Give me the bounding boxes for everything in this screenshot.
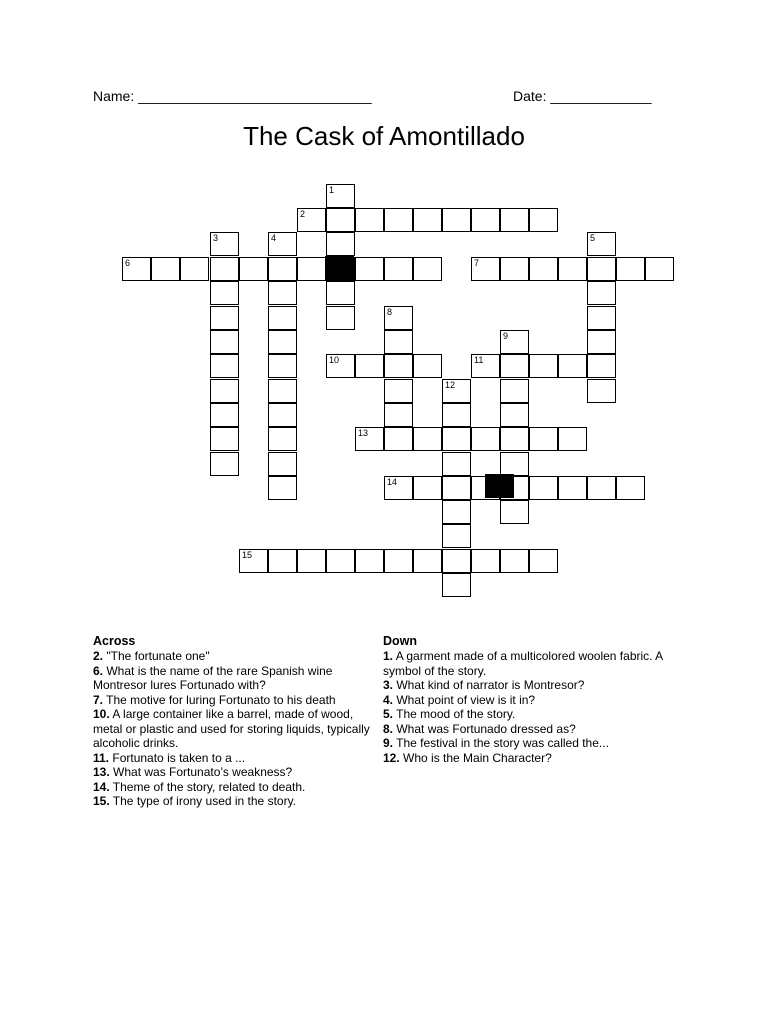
grid-cell[interactable] [471, 354, 500, 378]
clue-num: 15. [93, 794, 110, 808]
grid-cell[interactable] [587, 330, 616, 354]
clue-text: The type of irony used in the story. [109, 794, 297, 808]
clue-text: A large container like a barrel, made of wood, metal or plastic and used for storing liquids, typically alcoholic drinks. [93, 707, 370, 750]
clue-num: 2. [93, 649, 104, 663]
grid-cell[interactable] [210, 427, 239, 451]
clue-text: "The fortunate one" [103, 649, 210, 663]
grid-cell[interactable] [210, 379, 239, 403]
clue-number: 13 [358, 428, 369, 438]
grid-cell[interactable] [471, 208, 500, 232]
grid-cell[interactable] [587, 257, 616, 281]
black-square [325, 256, 354, 280]
down-clue [383, 707, 683, 722]
grid-cell[interactable] [268, 476, 297, 500]
clue-text: Theme of the story, related to death. [109, 779, 306, 794]
grid-cell[interactable] [210, 232, 239, 256]
grid-cell[interactable] [384, 379, 413, 403]
across-heading: Across [93, 634, 136, 648]
grid-cell[interactable] [500, 208, 529, 232]
grid-cell[interactable] [326, 232, 355, 256]
clue-number: 3 [213, 233, 219, 243]
grid-cell[interactable] [442, 379, 471, 403]
grid-cell[interactable] [558, 354, 587, 378]
clue-number: 15 [242, 550, 253, 560]
across-clue-list [93, 649, 381, 809]
clue-text: What point of view is it in? [393, 692, 536, 707]
across-clue [93, 751, 381, 766]
grid-cell[interactable] [355, 208, 384, 232]
clue-number: 10 [329, 355, 340, 365]
across-clue [93, 664, 381, 693]
grid-cell[interactable] [529, 549, 558, 573]
grid-cell[interactable] [558, 257, 587, 281]
name-line: Name: ______________________________ [93, 88, 372, 104]
grid-cell[interactable] [210, 306, 239, 330]
clue-text: What is the name of the rare Spanish wine Montresor lures Fortunado with? [93, 663, 333, 692]
clue-number: 11 [474, 355, 484, 365]
black-square [485, 474, 514, 498]
clue-number: 6 [125, 258, 131, 268]
clue-number: 5 [590, 233, 596, 243]
clue-num: 6. [93, 663, 104, 678]
grid-cell[interactable] [442, 403, 471, 427]
clue-text: The motive for luring Fortunato to his death [103, 692, 336, 707]
grid-cell[interactable] [210, 354, 239, 378]
clue-num: 5. [383, 707, 394, 721]
grid-cell[interactable] [500, 403, 529, 427]
across-clue [93, 649, 381, 664]
grid-cell[interactable] [384, 403, 413, 427]
across-clue [93, 780, 381, 795]
grid-cell[interactable] [355, 427, 384, 451]
clue-num: 1. [383, 649, 394, 663]
grid-cell[interactable] [558, 476, 587, 500]
grid-cell[interactable] [442, 452, 471, 476]
grid-cell[interactable] [529, 354, 558, 378]
down-clue [383, 678, 683, 693]
clue-num: 11. [93, 750, 110, 765]
grid-cell[interactable] [326, 184, 355, 208]
down-heading: Down [383, 634, 418, 648]
clue-number: 8 [387, 307, 393, 317]
clue-number: 12 [445, 380, 456, 390]
down-clue [383, 736, 683, 751]
grid-cell[interactable] [326, 354, 355, 378]
grid-cell[interactable] [268, 232, 297, 256]
clue-num: 9. [383, 736, 394, 750]
clue-num: 10. [93, 707, 110, 721]
grid-cell[interactable] [268, 257, 297, 281]
grid-cell[interactable] [587, 379, 616, 403]
grid-cell[interactable] [355, 354, 384, 378]
grid-cell[interactable] [210, 257, 239, 281]
down-clue [383, 722, 683, 737]
grid-cell[interactable] [268, 354, 297, 378]
across-clue [93, 707, 381, 751]
grid-cell[interactable] [210, 330, 239, 354]
grid-cell[interactable] [442, 427, 471, 451]
grid-cell[interactable] [413, 427, 442, 451]
clue-number: 7 [474, 258, 480, 268]
grid-cell[interactable] [297, 549, 326, 573]
grid-cell[interactable] [413, 208, 442, 232]
down-clue [383, 751, 683, 766]
grid-cell[interactable] [268, 403, 297, 427]
grid-cell[interactable] [587, 354, 616, 378]
across-clues [93, 634, 381, 809]
grid-cell[interactable] [326, 549, 355, 573]
grid-cell[interactable] [587, 306, 616, 330]
grid-cell[interactable] [151, 257, 180, 281]
grid-cell[interactable] [413, 476, 442, 500]
grid-cell[interactable] [384, 208, 413, 232]
grid-cell[interactable] [268, 549, 297, 573]
clue-number: 9 [503, 331, 509, 341]
clue-num: 3. [383, 678, 394, 692]
grid-cell[interactable] [239, 257, 268, 281]
down-clue [383, 693, 683, 708]
clue-num: 7. [93, 692, 104, 707]
grid-cell[interactable] [529, 427, 558, 451]
grid-cell[interactable] [413, 354, 442, 378]
grid-cell[interactable] [500, 354, 529, 378]
grid-cell[interactable] [268, 427, 297, 451]
grid-cell[interactable] [384, 427, 413, 451]
clue-num: 14. [93, 779, 110, 794]
down-clue [383, 649, 683, 678]
grid-cell[interactable] [239, 549, 268, 573]
grid-cell[interactable] [268, 330, 297, 354]
grid-cell[interactable] [384, 306, 413, 330]
clue-text: Fortunato is taken to a ... [109, 750, 246, 765]
grid-cell[interactable] [268, 452, 297, 476]
grid-cell[interactable] [326, 208, 355, 232]
clue-number: 2 [300, 209, 306, 219]
grid-cell[interactable] [210, 452, 239, 476]
grid-cell[interactable] [326, 281, 355, 305]
across-clue [93, 794, 381, 809]
grid-cell[interactable] [268, 306, 297, 330]
grid-cell[interactable] [442, 524, 471, 548]
date-line: Date: _____________ [513, 88, 652, 104]
grid-cell[interactable] [500, 330, 529, 354]
grid-cell[interactable] [500, 427, 529, 451]
across-clue [93, 765, 381, 780]
grid-cell[interactable] [268, 379, 297, 403]
across-clue [93, 693, 381, 708]
grid-cell[interactable] [384, 330, 413, 354]
grid-cell[interactable] [442, 549, 471, 573]
grid-cell[interactable] [384, 354, 413, 378]
page-title: The Cask of Amontillado [243, 121, 525, 152]
grid-cell[interactable] [529, 208, 558, 232]
grid-cell[interactable] [558, 427, 587, 451]
grid-cell[interactable] [413, 257, 442, 281]
grid-cell[interactable] [442, 573, 471, 597]
grid-cell[interactable] [442, 208, 471, 232]
grid-cell[interactable] [180, 257, 209, 281]
grid-cell[interactable] [471, 427, 500, 451]
clue-number: 14 [387, 477, 398, 487]
grid-cell[interactable] [355, 257, 384, 281]
grid-cell[interactable] [616, 476, 645, 500]
grid-cell[interactable] [122, 257, 151, 281]
grid-cell[interactable] [210, 403, 239, 427]
grid-cell[interactable] [500, 452, 529, 476]
grid-cell[interactable] [500, 257, 529, 281]
grid-cell[interactable] [297, 257, 326, 281]
grid-cell[interactable] [297, 208, 326, 232]
grid-cell[interactable] [355, 549, 384, 573]
grid-cell[interactable] [471, 549, 500, 573]
grid-cell[interactable] [500, 379, 529, 403]
grid-cell[interactable] [529, 257, 558, 281]
clue-num: 4. [383, 692, 394, 707]
clue-text: The mood of the story. [393, 707, 516, 721]
grid-cell[interactable] [384, 257, 413, 281]
clue-text: Who is the Main Character? [399, 750, 552, 765]
grid-cell[interactable] [500, 500, 529, 524]
grid-cell[interactable] [442, 476, 471, 500]
grid-cell[interactable] [500, 549, 529, 573]
grid-cell[interactable] [587, 232, 616, 256]
grid-cell[interactable] [268, 281, 297, 305]
clue-num: 12. [383, 750, 400, 765]
down-clues [383, 634, 683, 765]
clue-num: 13. [93, 765, 110, 779]
clue-text: A garment made of a multicolored woolen fabric. A symbol of the story. [383, 649, 663, 678]
grid-cell[interactable] [384, 476, 413, 500]
grid-cell[interactable] [616, 257, 645, 281]
clue-number: 1 [329, 185, 335, 195]
clue-num: 8. [383, 721, 394, 736]
clue-text: What was Fortunato’s weakness? [109, 765, 293, 779]
grid-cell[interactable] [413, 549, 442, 573]
grid-cell[interactable] [645, 257, 674, 281]
grid-cell[interactable] [442, 500, 471, 524]
grid-cell[interactable] [587, 476, 616, 500]
down-clue-list [383, 649, 683, 765]
grid-cell[interactable] [587, 281, 616, 305]
grid-cell[interactable] [326, 306, 355, 330]
grid-cell[interactable] [471, 257, 500, 281]
clue-text: What was Fortunado dressed as? [393, 721, 576, 736]
clue-text: The festival in the story was called the... [393, 736, 609, 750]
clue-text: What kind of narrator is Montresor? [393, 678, 585, 692]
grid-cell[interactable] [210, 281, 239, 305]
grid-cell[interactable] [384, 549, 413, 573]
grid-cell[interactable] [529, 476, 558, 500]
clue-number: 4 [271, 233, 277, 243]
